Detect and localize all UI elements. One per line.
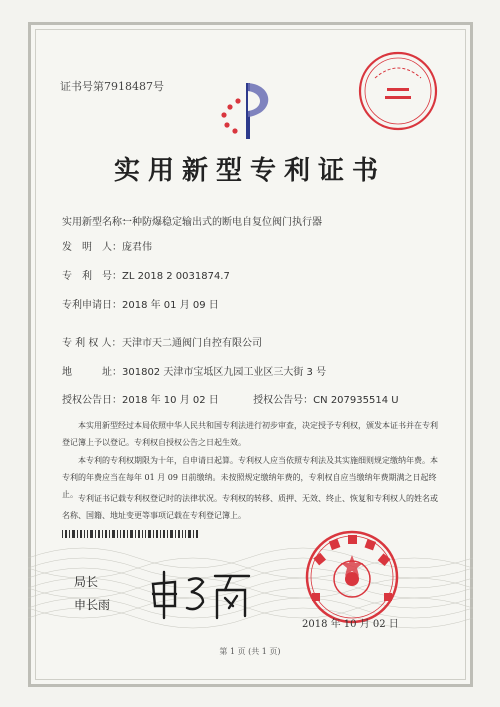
field-application-date [62, 296, 219, 311]
field-patentee [62, 334, 262, 349]
field-inventor [62, 238, 152, 253]
statement-paragraph-1: 本实用新型经过本局依照中华人民共和国专利法进行初步审查，决定授予专利权，颁发本证书并在专利登记簿上予以登记。专利权自授权公告之日起生效。 [62, 421, 438, 447]
field-label: 专 利 号： [62, 271, 122, 282]
cnipa-logo-icon [214, 75, 284, 145]
field-value: 一种防爆稳定输出式的断电自复位阀门执行器 [122, 217, 322, 228]
field-patent-number [62, 267, 230, 282]
statement-paragraph-2: 本专利的专利权期限为十年，自申请日起算。专利权人应当依照专利法及其实施细则规定缴纳年费。本专利的年费应当在每年 01 月 09 日前缴纳。未按照规定缴纳年费的，专利权自应当缴纳年费期满之日起终止。 [62, 456, 438, 499]
director-title: 局长 [74, 575, 99, 589]
certificate-number: 证书号第7918487号 [60, 80, 164, 93]
field-address [62, 363, 326, 378]
stamp-seal-top [355, 48, 441, 134]
field-utility-name [62, 213, 322, 228]
field-value: 庞君伟 [122, 242, 152, 253]
field-grant-info [62, 391, 399, 406]
field-value: 301802 天津市宝坻区九园工业区三大街 3 号 [122, 367, 327, 378]
field-label: 地 址： [62, 367, 122, 378]
barcode-strip [62, 530, 200, 538]
grant-number-label: 授权公告号： [253, 395, 314, 406]
field-value: ZL 2018 2 0031874.7 [122, 271, 230, 282]
field-value: 2018 年 01 月 09 日 [122, 300, 219, 311]
field-label: 专 利 权 人： [62, 338, 122, 349]
director-name: 申长雨 [74, 598, 111, 612]
handwritten-signature [145, 562, 255, 622]
grant-date-label: 授权公告日： [62, 395, 122, 406]
certificate-title: 实用新型专利证书 [113, 156, 386, 186]
field-label: 实用新型名称： [62, 217, 132, 228]
grant-date-value: 2018 年 10 月 02 日 [122, 395, 219, 406]
field-value: 天津市天二通阀门自控有限公司 [122, 338, 262, 349]
field-label: 专利申请日： [62, 300, 122, 311]
page-footer: 第 1 页 (共 1 页) [219, 647, 281, 656]
grant-number-value: CN 207935514 U [313, 395, 399, 406]
field-label: 发 明 人： [62, 242, 122, 253]
statement-paragraph-3: 专利证书记载专利权登记时的法律状况。专利权的转移、质押、无效、终止、恢复和专利权人的姓名或名称、国籍、地址变更等事项记载在专利登记簿上。 [62, 494, 438, 520]
official-seal-bottom [302, 527, 402, 627]
seal-date: 2018 年 10 月 02 日 [302, 619, 399, 630]
